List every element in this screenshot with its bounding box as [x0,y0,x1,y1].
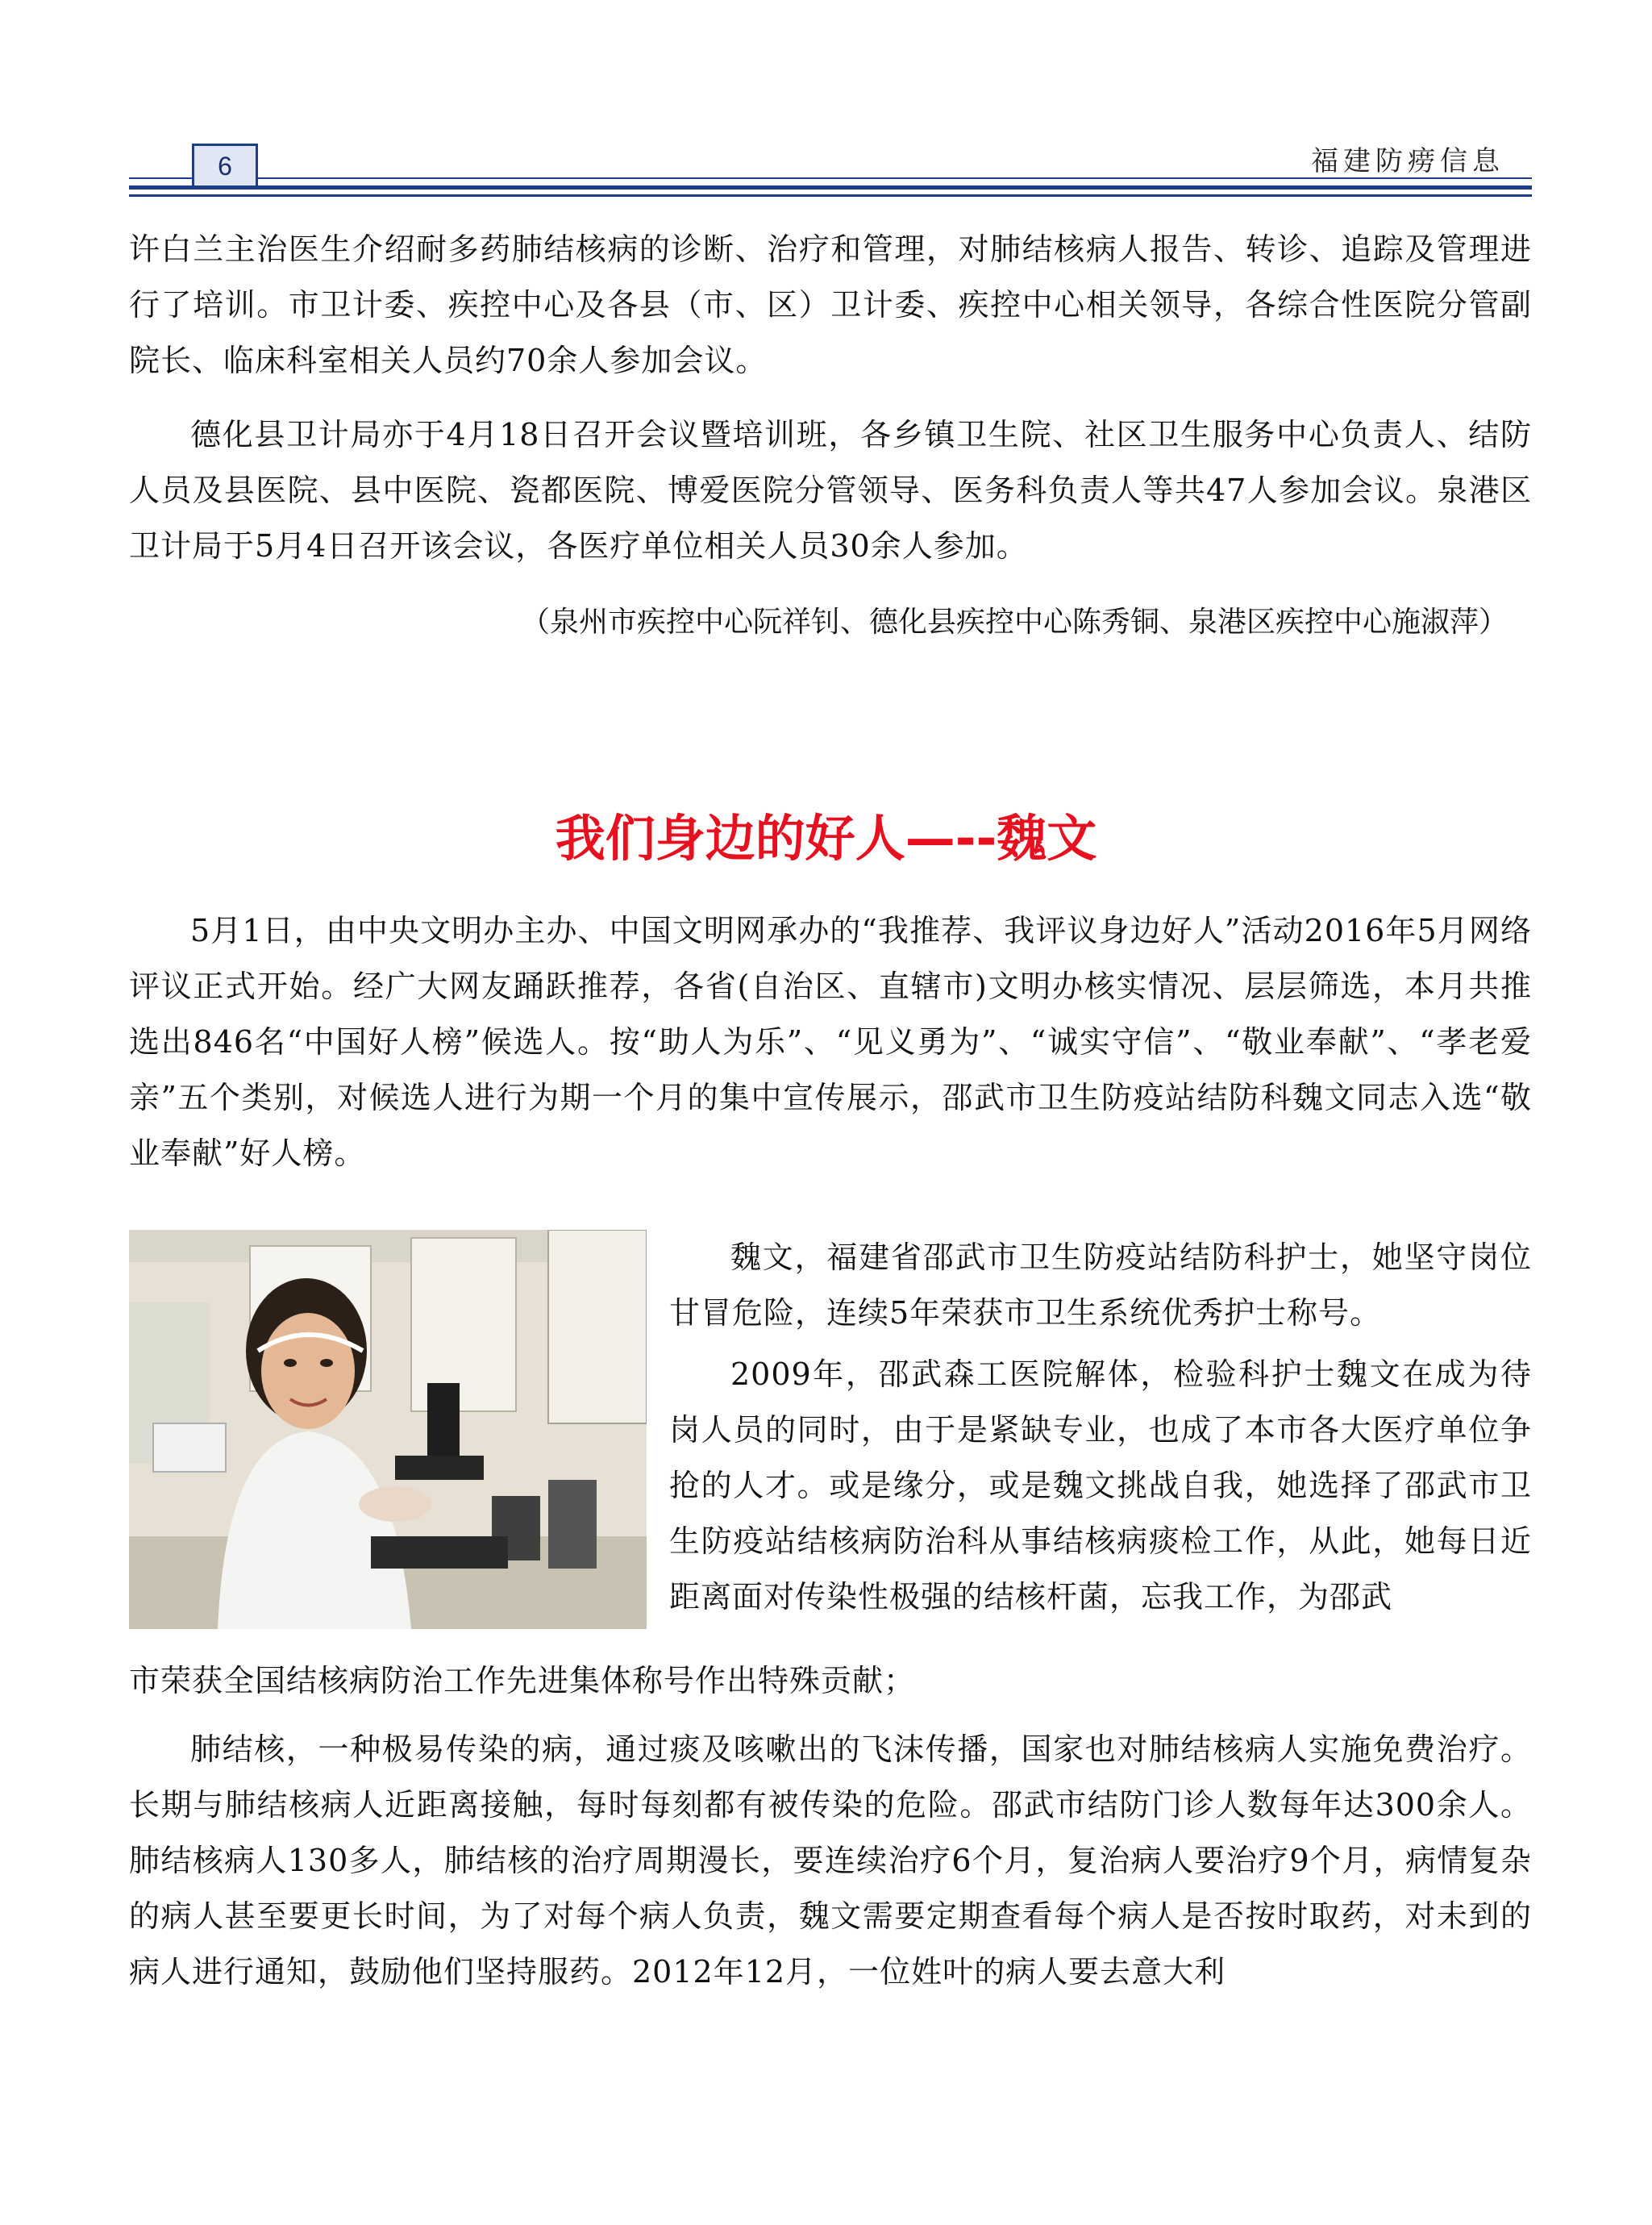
article1-paragraph-1: 许白兰主治医生介绍耐多药肺结核病的诊断、治疗和管理，对肺结核病人报告、转诊、追踪及管理进行了培训。市卫计委、疾控中心及各县（市、区）卫计委、疾控中心相关领导，各综合性医院分管副院长、临床科室相关人员约70余人参加会议。 [129,231,1532,378]
article2-paragraph-3-continued: 市荣获全国结核病防治工作先进集体称号作出特殊贡献； [129,1663,916,1698]
header-rule-thin [129,194,1532,197]
page-header [0,0,1652,202]
article2-paragraph-2: 魏文，福建省邵武市卫生防疫站结防科护士，她坚守岗位甘冒危险，连续5年荣获市卫生系统优秀护士称号。 [669,1240,1532,1331]
article1-paragraph-2: 德化县卫计局亦于4月18日召开会议暨培训班，各乡镇卫生院、社区卫生服务中心负责人、结防人员及县医院、县中医院、瓷都医院、博爱医院分管领导、医务科负责人等共47人参加会议。泉港区卫计局于5月4日召开该会议，各医疗单位相关人员30余人参加。 [129,417,1532,564]
article1-byline: （泉州市疾控中心阮祥钊、德化县疾控中心陈秀铜、泉港区疾控中心施淑萍） [520,606,1508,639]
page-number: 6 [192,144,258,189]
portrait-photo [129,1230,647,1629]
article2-paragraph-4: 肺结核，一种极易传染的病，通过痰及咳嗽出的飞沫传播，国家也对肺结核病人实施免费治疗。长期与肺结核病人近距离接触，每时每刻都有被传染的危险。邵武市结防门诊人数每年达300余人。肺结核病人130多人，肺结核的治疗周期漫长，要连续治疗6个月，复治病人要治疗9个月，病情复杂的病人甚至要更长时间，为了对每个病人负责，魏文需要定期查看每个病人是否按时取药，对未到的病人进行通知，鼓励他们坚持服药。2012年12月，一位姓叶的病人要去意大利 [129,1731,1532,1990]
header-rule-top-left [129,177,192,179]
article2-paragraph-3: 2009年，邵武森工医院解体，检验科护士魏文在成为待岗人员的同时，由于是紧缺专业，也成了本市各大医疗单位争抢的人才。或是缘分，或是魏文挑战自我，她选择了邵武市卫生防疫站结核病防治科从事结核病痰检工作，从此，她每日近距离面对传染性极强的结核杆菌，忘我工作，为邵武 [669,1356,1532,1615]
journal-title: 福建防痨信息 [1311,145,1504,177]
header-rule-thick [129,185,1532,190]
article2-paragraph-1: 5月1日，由中央文明办主办、中国文明网承办的“我推荐、我评议身边好人”活动2016年5月网络评议正式开始。经广大网友踊跃推荐，各省(自治区、直辖市)文明办核实情况、层层筛选，本月共推选出846名“中国好人榜”候选人。按“助人为乐”、“见义勇为”、“诚实守信”、“敬业奉献”、“孝老爱亲”五个类别，对候选人进行为期一个月的集中宣传展示，邵武市卫生防疫站结防科魏文同志入选“敬业奉献”好人榜。 [129,913,1532,1171]
article-title: 我们身边的好人—--魏文 [555,809,1097,868]
